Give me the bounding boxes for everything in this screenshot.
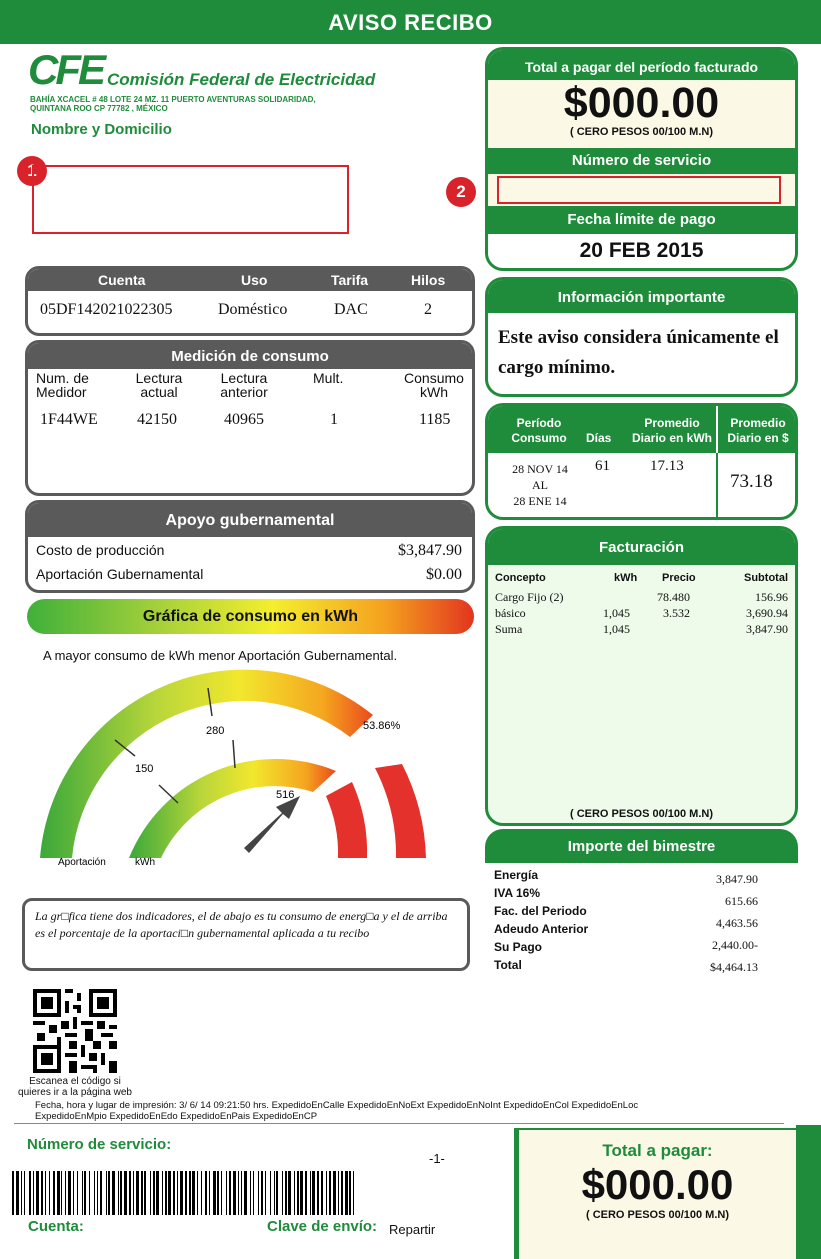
gauge-label-aportacion: Aportación — [58, 857, 106, 868]
service-number-box — [497, 176, 781, 204]
gauge-needle-arrow — [244, 796, 300, 853]
importe-value-pago: 2,440.00- — [712, 938, 758, 952]
footer-clave-label: Clave de envío: — [267, 1218, 378, 1235]
meter-id: 1F44WE — [40, 411, 98, 428]
account-hilos: 2 — [424, 301, 432, 318]
fact-row-subtotal: 3,847.90 — [746, 622, 788, 636]
gauge-tick — [233, 740, 235, 768]
periodo-header-kwh: Promedio Diario en kWh — [631, 416, 712, 445]
footer-cuenta-label: Cuenta: — [28, 1218, 84, 1235]
company-address — [30, 95, 316, 113]
marker-2: 2 — [446, 177, 476, 207]
importe-label-total: Total — [494, 958, 522, 972]
account-uso: Doméstico — [218, 301, 288, 318]
costo-produccion-label: Costo de producción — [36, 542, 165, 558]
medicion-header-medidor: Num. de Medidor — [36, 370, 89, 400]
account-table — [25, 266, 475, 336]
footer-total-amount: $000.00 — [581, 1161, 734, 1208]
address-line-2: QUINTANA ROO CP 77782 , MÉXICO — [30, 104, 168, 113]
periodo-header-consumo: Período Consumo — [511, 416, 567, 445]
periodo-header-divider — [716, 406, 718, 453]
aportacion-label: Aportación Gubernamental — [36, 566, 204, 582]
account-header-uso: Uso — [241, 272, 268, 288]
gauge-label-516: 516 — [276, 789, 295, 801]
gauge-red-segment-inner — [326, 782, 367, 858]
info-box — [485, 277, 798, 397]
importe-value-iva: 615.66 — [725, 894, 758, 908]
print-info-line-1: Fecha, hora y lugar de impresión: 3/ 6/ 14 09:21:50 hrs. ExpedidoEnCalle ExpedidoEnNoExt ExpedidoEnNoInt ExpedidoEnCol ExpedidoEnLoc — [35, 1100, 639, 1111]
periodo-prom-kwh: 17.13 — [650, 458, 684, 474]
due-date-label: Fecha límite de pago — [488, 206, 795, 234]
periodo-dates — [504, 461, 576, 509]
consumo-kwh: 1185 — [419, 411, 451, 428]
periodo-header-row — [488, 406, 795, 453]
periodo-from: 28 NOV 14 — [512, 462, 568, 476]
importe-label-fac: Fac. del Periodo — [494, 904, 587, 918]
account-header-tarifa: Tarifa — [331, 272, 369, 288]
address-line-1: BAHÍA XCACEL # 48 LOTE 24 MZ. 11 PUERTO AVENTURAS SOLIDARIDAD, — [30, 95, 316, 104]
footer-total-box — [514, 1128, 796, 1259]
account-value-row — [28, 291, 472, 331]
account-header-row — [28, 269, 472, 291]
importe-value-energia: 3,847.90 — [716, 872, 758, 886]
footer-total-label: Total a pagar: — [602, 1141, 713, 1160]
periodo-dias: 61 — [595, 458, 610, 474]
apoyo-box — [25, 500, 475, 593]
footer-clave-value: Repartir — [389, 1222, 436, 1237]
footer-total-words: ( CERO PESOS 00/100 M.N) — [585, 1209, 730, 1221]
qr-code-icon[interactable] — [33, 989, 117, 1073]
lectura-anterior: 40965 — [224, 411, 264, 428]
fact-row-concepto: Suma — [495, 622, 523, 636]
grafica-bar — [27, 599, 474, 634]
facturacion-body — [488, 565, 795, 823]
total-amount-area — [488, 80, 795, 148]
periodo-header-pesos: Promedio Diario en $ — [727, 416, 789, 445]
importe-value-fac: 4,463.56 — [716, 916, 758, 930]
total-amount: $000.00 — [563, 79, 720, 127]
company-name: Comisión Federal de Electricidad — [107, 70, 376, 89]
account-header-hilos: Hilos — [411, 272, 446, 288]
info-text: Este aviso considera únicamente el cargo mínimo. — [498, 327, 779, 378]
print-info — [35, 1100, 805, 1122]
costo-produccion-value: $3,847.90 — [398, 542, 462, 559]
medicion-header-consumo: Consumo kWh — [404, 370, 464, 400]
total-box-title: Total a pagar del período facturado — [488, 50, 795, 80]
grafica-note — [22, 898, 470, 971]
fact-row-kwh: 1,045 — [603, 606, 630, 620]
facturacion-title: Facturación — [488, 529, 795, 565]
total-amount-words: ( CERO PESOS 00/100 M.N) — [569, 126, 714, 138]
footer-divider — [14, 1123, 784, 1124]
fact-row-precio: 3.532 — [663, 606, 690, 620]
gauge-label-kwh: kWh — [135, 857, 155, 868]
footer-service-label: Número de servicio: — [27, 1136, 172, 1153]
qr-caption-line-2: quieres ir a la página web — [18, 1087, 132, 1098]
fact-row-concepto: Cargo Fijo (2) — [495, 590, 564, 604]
fact-row-concepto: básico — [495, 606, 526, 620]
gauge-inner-arc — [129, 759, 336, 858]
importe-label-iva: IVA 16% — [494, 886, 541, 900]
periodo-header-dias: Días — [586, 431, 612, 445]
importe-label-pago: Su Pago — [494, 940, 543, 954]
medicion-box — [25, 340, 475, 496]
periodo-al: AL — [532, 478, 548, 492]
periodo-prom-pesos: 73.18 — [730, 471, 773, 492]
barcode-icon — [12, 1171, 356, 1215]
qr-caption-line-1: Escanea el código si — [29, 1076, 121, 1087]
periodo-to: 28 ENE 14 — [513, 494, 567, 508]
fact-header-precio: Precio — [662, 572, 696, 584]
multiplicador: 1 — [330, 411, 338, 428]
apoyo-body — [28, 537, 472, 593]
apoyo-title: Apoyo gubernamental — [28, 503, 472, 537]
grafica-subtitle: A mayor consumo de kWh menor Aportación Gubernamental. — [43, 648, 398, 663]
periodo-body-divider — [716, 453, 718, 520]
importe-label-energia: Energía — [494, 868, 539, 882]
marker-1: 1 — [17, 156, 47, 186]
header-bar — [0, 0, 821, 44]
periodo-body — [488, 453, 795, 520]
gauge-label-pct: 53.86% — [363, 720, 401, 732]
fact-row-precio: 78.480 — [657, 590, 690, 604]
total-box — [485, 47, 798, 271]
importe-values — [710, 868, 758, 978]
medicion-header-actual: Lectura actual — [135, 370, 183, 400]
medicion-header-mult: Mult. — [313, 370, 344, 386]
fact-header-kwh: kWh — [614, 572, 638, 584]
importe-title-text: Importe del bimestre — [567, 838, 716, 855]
gauge-outer-arc — [40, 670, 373, 858]
lectura-actual: 42150 — [137, 411, 177, 428]
fact-header-subtotal: Subtotal — [744, 572, 788, 584]
customer-name-box — [32, 165, 349, 234]
medicion-title: Medición de consumo — [28, 343, 472, 369]
gauge-label-280: 280 — [206, 725, 225, 737]
fact-row-subtotal: 156.96 — [755, 590, 788, 604]
footer-green-edge — [796, 1125, 821, 1259]
print-info-line-2: ExpedidoEnMpio ExpedidoEnEdo ExpedidoEnPais ExpedidoEnCP — [35, 1111, 318, 1122]
importe-value-total: $4,464.13 — [710, 960, 758, 974]
fact-header-concepto: Concepto — [495, 572, 546, 584]
grafica-title: Gráfica de consumo en kWh — [142, 608, 359, 625]
qr-caption — [14, 1076, 136, 1098]
medicion-body — [28, 369, 472, 489]
importe-labels — [494, 866, 588, 974]
account-tarifa: DAC — [334, 301, 368, 318]
importe-title — [485, 829, 798, 863]
account-header-cuenta: Cuenta — [98, 272, 146, 288]
account-number: 05DF142021022305 — [40, 301, 173, 318]
gauge-red-segment-outer — [375, 764, 426, 858]
header-title: AVISO RECIBO — [328, 10, 493, 35]
gauge-label-150: 150 — [135, 763, 154, 775]
periodo-box — [485, 403, 798, 520]
due-date: 20 FEB 2015 — [579, 239, 704, 262]
facturacion-words: ( CERO PESOS 00/100 M.N) — [569, 808, 714, 820]
info-title: Información importante — [488, 280, 795, 313]
medicion-header-anterior: Lectura anterior — [220, 370, 268, 400]
aportacion-value: $0.00 — [426, 566, 462, 583]
service-number-label: Número de servicio — [488, 148, 795, 174]
gauge-tick — [159, 785, 178, 803]
fact-row-kwh: 1,045 — [603, 622, 630, 636]
importe-label-adeudo: Adeudo Anterior — [494, 922, 589, 936]
cfe-logo: CFE — [28, 46, 103, 93]
facturacion-box — [485, 526, 798, 826]
fact-row-subtotal: 3,690.94 — [746, 606, 788, 620]
customer-label: Nombre y Domicilio — [31, 121, 172, 138]
grafica-note-text: La gr□fica tiene dos indicadores, el de abajo es tu consumo de energ□a y el de arriba es el porcentaje de la aportaci□n gubernamental aplicada a tu recibo — [35, 909, 448, 940]
consumption-gauge — [30, 668, 480, 878]
footer-page-number: -1- — [429, 1151, 445, 1166]
